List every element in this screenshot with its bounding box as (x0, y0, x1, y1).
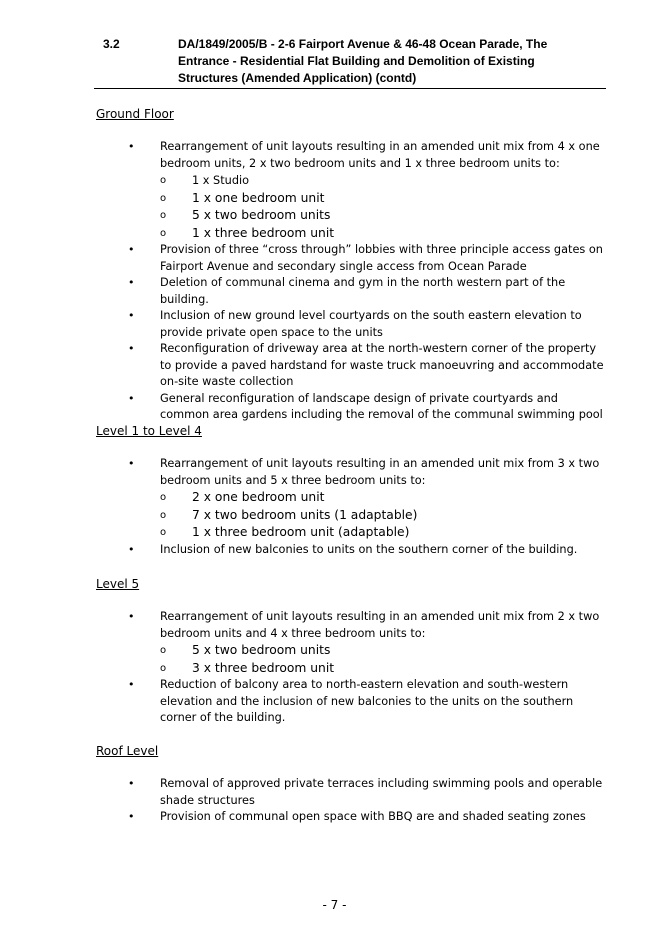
bullet-icon: • (128, 810, 135, 823)
list-item (0, 542, 669, 559)
list-item (0, 609, 669, 677)
list-item (0, 809, 669, 826)
list-item (0, 456, 669, 542)
ground-unit-mix (160, 172, 609, 242)
bullet-icon: • (128, 140, 135, 153)
sub-list-item: o 3 x three bedroom unit (160, 660, 609, 678)
list-item (0, 275, 669, 308)
heading-level-5: Level 5 (96, 577, 140, 591)
list-item-text: Rearrangement of unit layouts resulting in an amended unit mix from 4 x one bedroom units, 2 x two bedroom units and 1 x three bedroom units to: (160, 140, 600, 170)
bullet-icon: • (128, 457, 135, 470)
circle-bullet-icon: o (160, 645, 167, 656)
list-item (0, 776, 669, 809)
header-divider (94, 88, 606, 89)
list-item-text: Reduction of balcony area to north-eastern elevation and south-western elevation and the inclusion of new balconies to the units on the southern corner of the building. (160, 678, 574, 724)
list-item-text: Removal of approved private terraces including swimming pools and operable shade structures (160, 777, 603, 807)
list-item-text: Rearrangement of unit layouts resulting in an amended unit mix from 2 x two bedroom units and 4 x three bedroom units to: (160, 610, 600, 640)
heading-ground-floor: Ground Floor (96, 107, 174, 121)
sub-list-item: o 1 x one bedroom unit (160, 190, 609, 208)
circle-bullet-icon: o (160, 662, 167, 674)
list-item (0, 677, 669, 727)
bullet-icon: • (128, 243, 135, 256)
heading-roof-level: Roof Level (96, 744, 159, 758)
list-item-text: Provision of three “cross through” lobbies with three principle access gates on Fairport Avenue and secondary single access from Ocean Parade (160, 243, 603, 273)
level-5-list (0, 609, 669, 727)
circle-bullet-icon: o (160, 509, 167, 521)
circle-bullet-icon: o (160, 192, 167, 204)
sub-list-item: o 1 x three bedroom unit (160, 225, 609, 243)
bullet-icon: • (128, 276, 135, 289)
section-number: 3.2 (103, 37, 120, 51)
list-item-text: Inclusion of new balconies to units on the southern corner of the building. (160, 542, 578, 556)
report-title: DA/1849/2005/B - 2-6 Fairport Avenue & 46-48 Ocean Parade, The Entrance - Residential Flat Building and Demolition of Existing Structures (Amended Application) (contd) (178, 37, 548, 85)
list-item (0, 139, 669, 242)
level-1-4-list (0, 456, 669, 558)
heading-level-1-4: Level 1 to Level 4 (96, 424, 202, 438)
list-item-text: Deletion of communal cinema and gym in the north western part of the building. (160, 276, 566, 306)
sub-list-item: o 1 x Studio (160, 172, 609, 190)
circle-bullet-icon: o (160, 492, 167, 503)
sub-list-item: o 1 x three bedroom unit (adaptable) (160, 524, 609, 542)
level-1-4-unit-mix (160, 489, 609, 542)
circle-bullet-icon: o (160, 210, 167, 221)
bullet-icon: • (128, 542, 135, 556)
bullet-icon: • (128, 342, 135, 355)
bullet-icon: • (128, 309, 135, 322)
bullet-icon: • (128, 610, 135, 623)
list-item (0, 391, 669, 424)
list-item-text: Reconfiguration of driveway area at the north-western corner of the property to provide a paved hardstand for waste truck manoeuvring and accommodate on-site waste collection (160, 342, 604, 388)
sub-list-item: o 5 x two bedroom units (160, 642, 609, 660)
list-item-text: General reconfiguration of landscape design of private courtyards and common area gardens including the removal of the communal swimming pool (160, 391, 603, 421)
list-item (0, 242, 669, 275)
bullet-icon: • (128, 391, 135, 405)
circle-bullet-icon: o (160, 175, 167, 186)
list-item-text: Inclusion of new ground level courtyards on the south eastern elevation to provide private open space to the units (160, 309, 582, 339)
list-item (0, 341, 669, 391)
sub-list-item: o 7 x two bedroom units (1 adaptable) (160, 507, 609, 525)
bullet-icon: • (128, 777, 135, 790)
sub-list-item: o 2 x one bedroom unit (160, 489, 609, 507)
level-5-unit-mix (160, 642, 609, 677)
page-number: - 7 - (322, 898, 347, 912)
ground-floor-list (0, 139, 669, 424)
sub-list-item: o 5 x two bedroom units (160, 207, 609, 225)
list-item-text: Rearrangement of unit layouts resulting in an amended unit mix from 3 x two bedroom units and 5 x three bedroom units to: (160, 457, 600, 487)
list-item-text: Provision of communal open space with BBQ are and shaded seating zones (160, 810, 586, 823)
roof-level-list (0, 776, 669, 826)
circle-bullet-icon: o (160, 227, 167, 239)
circle-bullet-icon: o (160, 527, 167, 538)
list-item (0, 308, 669, 341)
bullet-icon: • (128, 678, 135, 691)
